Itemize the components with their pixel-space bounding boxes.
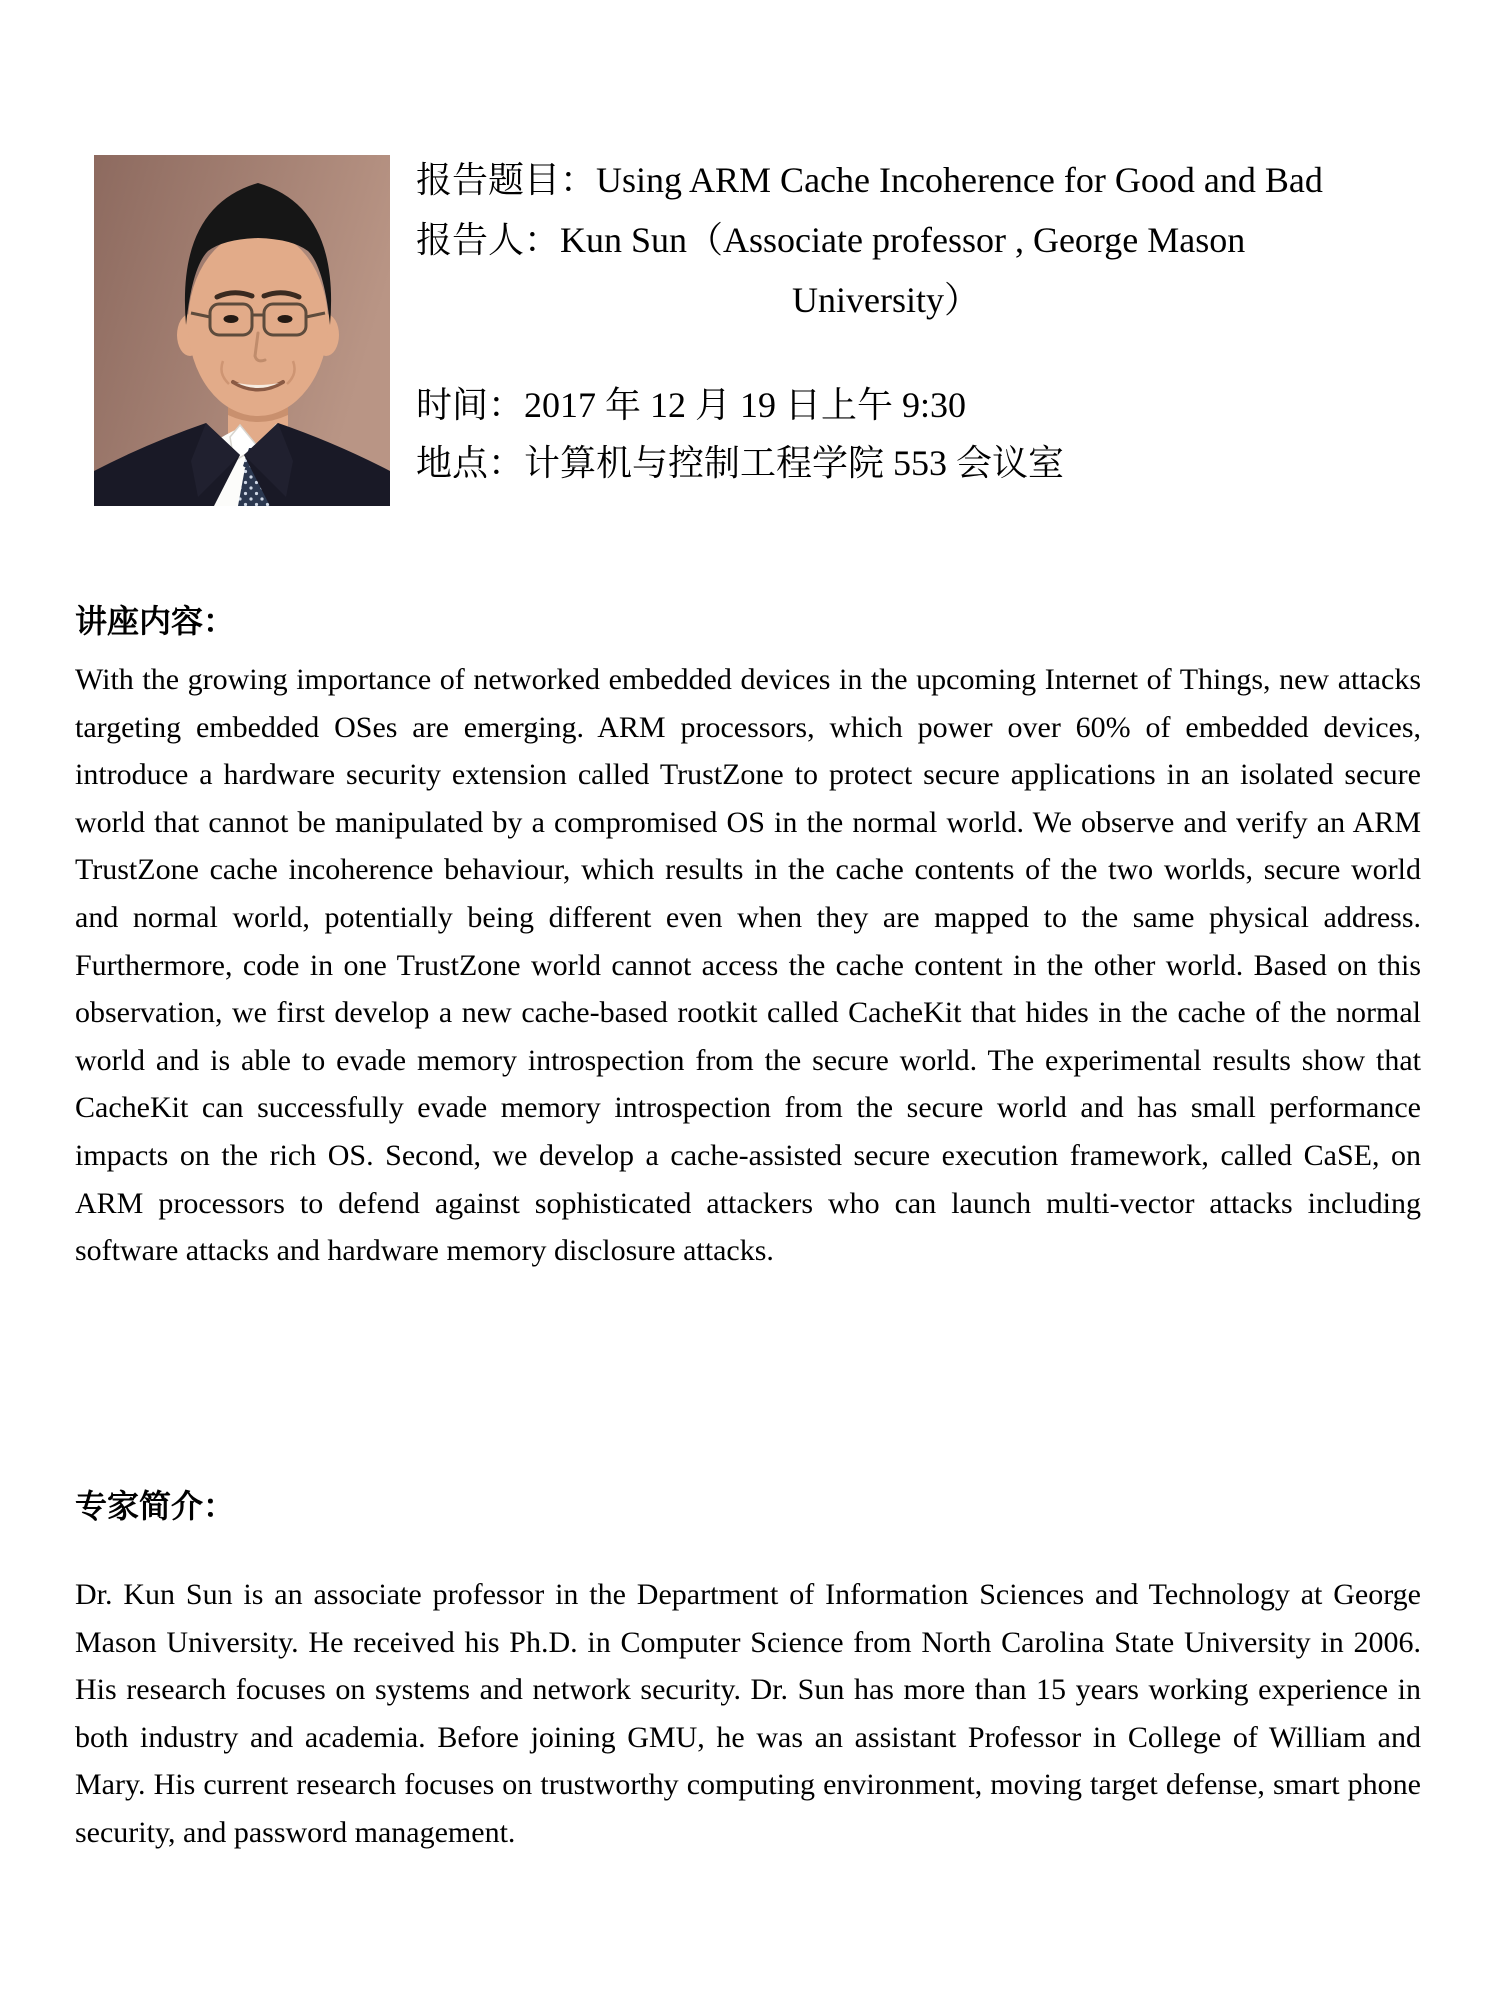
report-title-text: Using ARM Cache Incoherence for Good and Bad [596,160,1323,200]
speaker-line-continuation [416,270,1356,330]
speaker-photo [94,155,390,506]
speaker-name-affiliation: Kun Sun（Associate professor , George Mason [560,220,1246,260]
lecture-abstract-paragraph: With the growing importance of networked embedded devices in the upcoming Internet of Things, new attacks targeting embedded OSes are emerging. ARM processors, which power over 60% of embedded devices, introduce a hardware security extension called TrustZone to protect secure applications in an isolated secure world that cannot be manipulated by a compromised OS in the normal world. We observe and verify an ARM TrustZone cache incoherence behaviour, which results in the cache contents of the two worlds, secure world and normal world, potentially being different even when they are mapped to the same physical address. Furthermore, code in one TrustZone world cannot access the cache content in the other world. Based on this observation, we first develop a new cache-based rootkit called CacheKit that hides in the cache of the normal world and is able to evade memory introspection from the secure world. The experimental results show that CacheKit can successfully evade memory introspection from the secure world and has small performance impacts on the rich OS. Second, we develop a cache-assisted secure execution framework, called CaSE, on ARM processors to defend against sophisticated attackers who can launch multi-vector attacks including software attacks and hardware memory disclosure attacks. [75,663,1421,1268]
speaker-photo-illustration [94,155,390,506]
header-block [94,150,1356,506]
report-title-label: 报告题目： [416,160,597,200]
location-label: 地点： [416,443,525,483]
expert-bio-heading: 专家简介： [75,1488,236,1524]
speaker-affiliation-continued: University） [792,280,980,320]
lecture-content-heading: 讲座内容： [75,603,236,639]
time-label: 时间： [416,385,525,425]
report-title-line [416,150,1356,210]
speaker-label: 报告人： [416,220,561,260]
header-text-block [416,150,1356,506]
speaker-line [416,210,1356,270]
time-value: 2017 年 12 月 19 日上午 9:30 [524,385,967,425]
expert-bio-paragraph: Dr. Kun Sun is an associate professor in the Department of Information Sciences and Technology at George Mason University. He received his Ph.D. in Computer Science from North Carolina State University in 2006. His research focuses on systems and network security. Dr. Sun has more than 15 years working experience in both industry and academia. Before joining GMU, he was an assistant Professor in College of William and Mary. His current research focuses on trustworthy computing environment, moving target defense, smart phone security, and password management. [75,1578,1421,1849]
location-value: 计算机与控制工程学院 553 会议室 [524,443,1065,483]
header-spacer [416,330,1356,376]
time-line [416,376,1356,434]
location-line [416,434,1356,492]
